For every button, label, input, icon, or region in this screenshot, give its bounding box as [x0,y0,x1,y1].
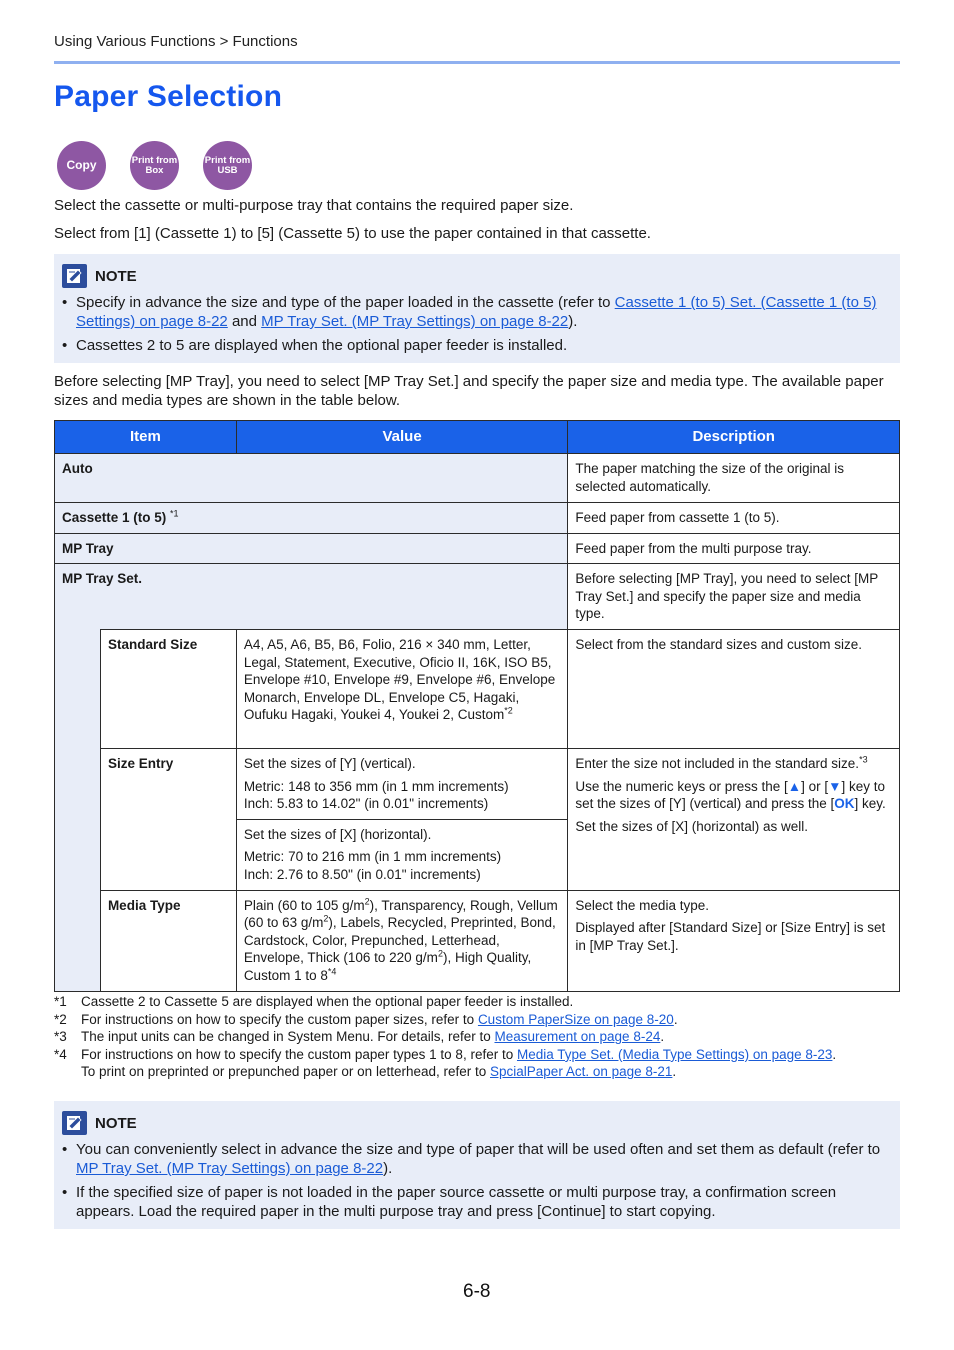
copy-badge: Copy [57,141,106,190]
note-label: NOTE [95,267,137,285]
intro-paragraph-1: Select the cassette or multi-purpose tray that contains the required paper size. [54,197,574,214]
down-arrow-key-icon: ▼ [828,778,842,794]
note-box-2 [54,1101,900,1229]
note-bullet: • If the specified size of paper is not loaded in the paper source cassette or multi purpose tray, a confirmation screen appears. Load the required paper in the multi purpose tray and press [Continue] to start copying. [62,1183,890,1221]
page-number: 6-8 [463,1281,491,1302]
table-row: Size Entry Set the sizes of [Y] (vertical). Metric: 148 to 356 mm (in 1 mm increments) Inch: 5.83 to 14.02" (in 0.01" increments) Enter the size not included in the standard size.$^{*3}$ Use the numeric keys or press the [▲] or [▼] key to set the sizes of [Y] (vertical) and press the [OK] key. Set the sizes of [X] (horizontal) as well. [55,749,900,820]
column-header-item: Item [55,421,237,454]
before-table-paragraph: Before selecting [MP Tray], you need to select [MP Tray Set.] and specify the paper size and media type. The available paper sizes and media types are shown in the table below. [54,373,884,409]
table-row: Cassette 1 (to 5) $^{*1}$ Feed paper from cassette 1 (to 5). [55,503,900,534]
table-row: MP Tray Set. Before selecting [MP Tray], you need to select [MP Tray Set.] and specify the paper size and media type. [55,564,900,630]
paper-selection-table [54,420,900,992]
table-row: Set the sizes of [X] (horizontal). Metric: 70 to 216 mm (in 1 mm increments) Inch: 2.76 to 8.50" (in 0.01" increments) [55,819,900,890]
cassette-settings-link[interactable]: Cassette 1 (to 5) Set. (Cassette 1 (to 5) Settings) on page 8-22 [76,294,877,330]
table-row: MP Tray Feed paper from the multi purpose tray. [55,533,900,564]
note-box-1 [54,254,900,363]
table-row: Media Type Plain (60 to 105 $g/m^2$), Transparency, Rough, Vellum (60 to 63 $g/m^2$), Labels, Recycled, Preprinted, Bond, Cardstock, Color, Prepunched, Letterhead, Envelope, Thick (106 to 220 $g/m^2$), High Quality, Custom 1 to 8$^{*4}$ Select the media type. Displayed after [Standard Size] or [Size Entry] is set in [MP Tray Set.]. [55,890,900,991]
breadcrumb: Using Various Functions > Functions [54,33,298,50]
footnote: *4 For instructions on how to specify the custom paper types 1 to 8, refer to Media Type Set. (Media Type Settings) on page 8-23. To print on preprinted or prepunched paper or on letterhead, refer to SpcialPaper Act. on page 8-21. [54,1046,837,1080]
measurement-link[interactable]: Measurement on page 8-24 [494,1029,661,1045]
up-arrow-key-icon: ▲ [787,778,802,794]
page-title: Paper Selection [54,80,283,113]
print-from-box-badge: Print from Box [130,141,179,190]
note-icon [62,264,87,288]
column-header-description: Description [568,421,900,454]
ok-key-label: OK [834,796,855,811]
function-badges [57,141,252,190]
custom-papersize-link[interactable]: Custom PaperSize on page 8-20 [477,1011,674,1027]
intro-paragraph-2: Select from [1] (Cassette 1) to [5] (Cassette 5) to use the paper contained in that cassette. [54,225,651,242]
column-header-value: Value [236,421,568,454]
footnote: *1 Cassette 2 to Cassette 5 are displayed when the optional paper feeder is installed. [54,994,574,1009]
print-from-usb-badge: Print from USB [203,141,252,190]
note-label: NOTE [95,1114,137,1132]
special-paper-action-link[interactable]: SpcialPaper Act. on page 8-21 [490,1064,673,1080]
media-type-settings-link[interactable]: Media Type Set. (Media Type Settings) on page 8-23 [516,1046,833,1062]
footnotes [54,993,904,1081]
footnote: *3 The input units can be changed in System Menu. For details, refer to Measurement on page 8-24. [54,1029,665,1045]
note-bullet: • You can conveniently select in advance the size and type of paper that will be used often and set them as default (refer to MP Tray Set. (MP Tray Settings) on page 8-22). [62,1140,890,1178]
header-divider [54,61,900,64]
table-row: Standard Size A4, A5, A6, B5, B6, Folio, 216 × 340 mm, Letter, Legal, Statement, Executive, Oficio II, 16K, ISO B5, Envelope #10, Envelope #9, Envelope #6, Envelope Monarch, Envelope DL, Envelope C5, Hagaki, Oufuku Hagaki, Youkei 4, Youkei 2, Custom$^{*2}$ Select from the standard sizes and custom size. [55,630,900,749]
note-bullet: • Specify in advance the size and type of the paper loaded in the cassette (refer to Cassette 1 (to 5) Set. (Cassette 1 (to 5) Settings) on page 8-22 and MP Tray Set. (MP Tray Settings) on page 8-22). [62,293,890,331]
mp-tray-settings-link[interactable]: MP Tray Set. (MP Tray Settings) on page 8-22 [261,313,569,330]
note-bullet: • Cassettes 2 to 5 are displayed when the optional paper feeder is installed. [62,336,890,355]
note-icon [62,1111,87,1135]
table-row: Auto The paper matching the size of the original is selected automatically. [55,454,900,503]
footnote: *2 For instructions on how to specify the custom paper sizes, refer to Custom PaperSize on page 8-20. [54,1011,678,1027]
mp-tray-settings-link[interactable]: MP Tray Set. (MP Tray Settings) on page 8-22 [76,1160,384,1177]
